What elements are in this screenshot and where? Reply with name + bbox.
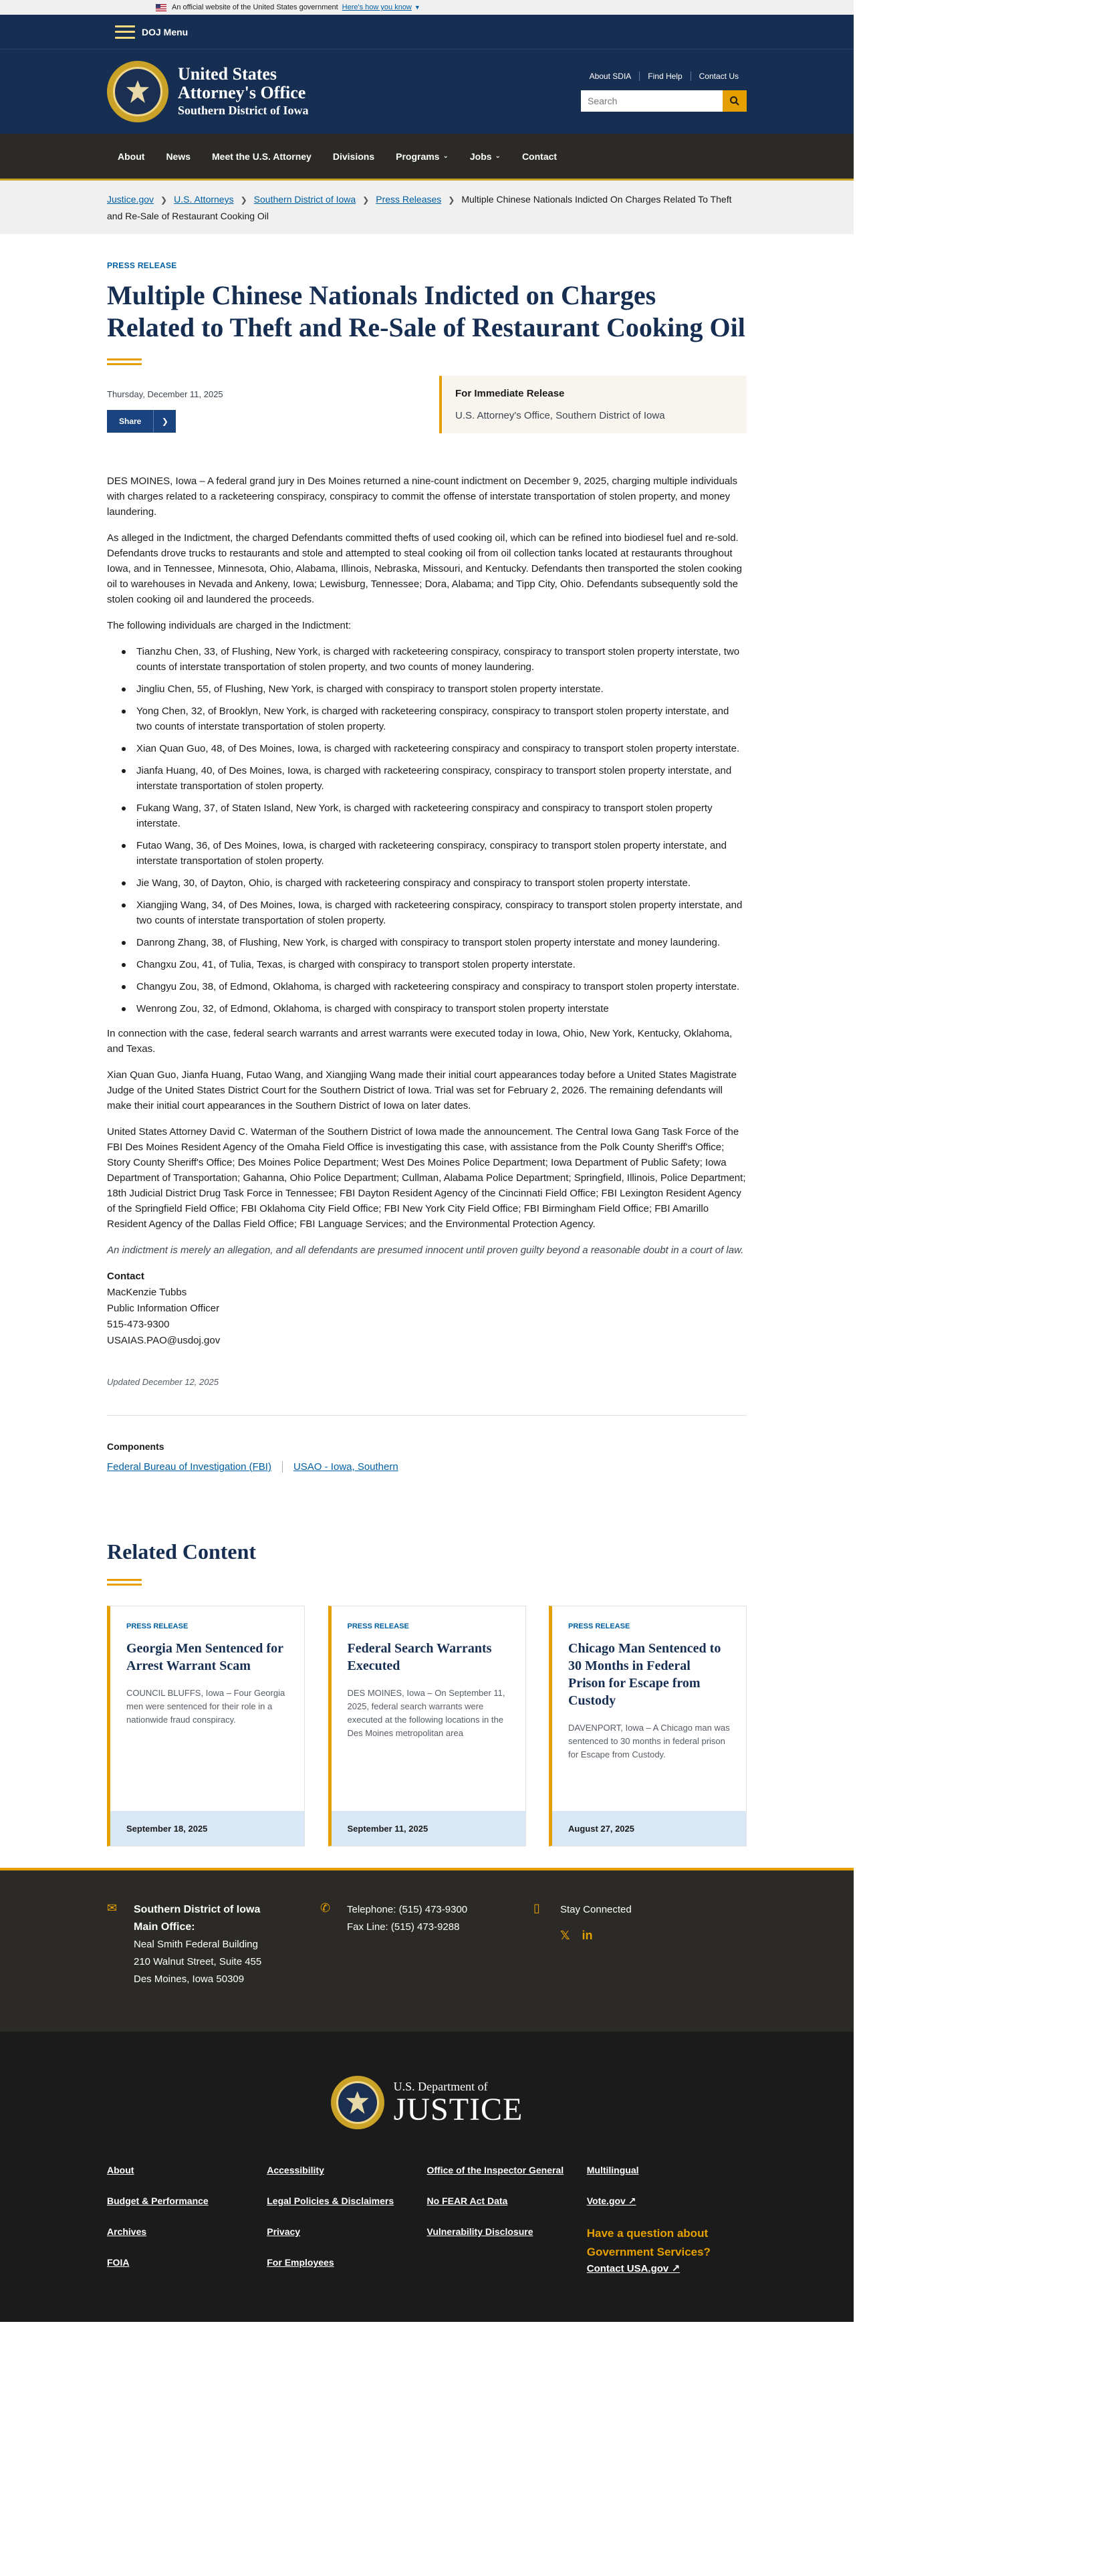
gov-banner-text: An official website of the United States government — [172, 3, 338, 11]
footer-contact — [0, 1868, 854, 2032]
release-info-box — [439, 376, 747, 433]
chevron-right-icon: ❯ — [153, 410, 176, 433]
footer-link-privacy[interactable]: Privacy — [267, 2226, 301, 2237]
breadcrumb — [0, 181, 854, 234]
list-item: Danrong Zhang, 38, of Flushing, New York, is charged with conspiracy to transport stolen property interstate and money laundering. — [122, 935, 747, 950]
nav-item-news[interactable]: News — [166, 150, 191, 162]
mobile-icon: ▯ — [533, 1901, 540, 1915]
search-form — [581, 90, 747, 112]
nav-item-divisions[interactable]: Divisions — [332, 150, 375, 162]
footer-main-office: Main Office: — [134, 1921, 195, 1933]
footer-office-name: Southern District of Iowa — [134, 1904, 261, 1915]
contact-title: Public Information Officer — [107, 1303, 220, 1314]
card-description: DES MOINES, Iowa – On September 11, 2025, federal search warrants were executed at the following locations in the Des Moines metropolitan area — [347, 1688, 505, 1738]
card-title-link[interactable]: Georgia Men Sentenced for Arrest Warrant Scam — [126, 1641, 283, 1673]
chevron-right-icon: ❯ — [240, 195, 247, 205]
us-flag-icon — [156, 4, 166, 11]
doj-menu-button[interactable] — [0, 15, 854, 49]
site-logo-link[interactable] — [107, 61, 309, 122]
footer-link-oig[interactable]: Office of the Inspector General — [426, 2165, 564, 2175]
logo-bottom-text: JUSTICE — [393, 2091, 523, 2127]
disclaimer: An indictment is merely an allegation, and all defendants are presumed innocent until proven guilty beyond a reasonable doubt in a court of law. — [107, 1245, 744, 1256]
footer-link-vulnerability[interactable]: Vulnerability Disclosure — [426, 2226, 533, 2237]
card-title-link[interactable]: Federal Search Warrants Executed — [347, 1641, 492, 1673]
util-link-contact[interactable]: Contact Us — [691, 72, 747, 81]
chevron-down-icon: ⌄ — [443, 152, 449, 160]
title-decoration — [107, 358, 747, 365]
release-office: U.S. Attorney's Office, Southern District of Iowa — [455, 410, 665, 421]
related-cards — [107, 1606, 747, 1846]
question-heading: Have a question about Government Services? — [586, 2227, 711, 2258]
utility-links — [582, 72, 747, 81]
footer-link-foia[interactable]: FOIA — [107, 2257, 130, 2268]
card-date: September 11, 2025 — [332, 1811, 525, 1846]
paragraph: Xian Quan Guo, Jianfa Huang, Futao Wang, and Xiangjing Wang made their initial court appearances today before a United States Magistrate Judge of the United States District Court for the Southern District of Iowa. Trial was set for February 2, 2026. The remaining defendants will make their initial court appearances in the Southern District of Iowa on later dates. — [107, 1069, 737, 1111]
stay-connected-heading: Stay Connected — [560, 1904, 632, 1915]
card-kicker: PRESS RELEASE — [568, 1622, 630, 1630]
related-card[interactable] — [107, 1606, 305, 1846]
contact-phone: 515-473-9300 — [107, 1319, 170, 1330]
title-decoration — [107, 1579, 747, 1586]
search-button[interactable] — [723, 90, 747, 112]
breadcrumb-press-releases[interactable]: Press Releases — [376, 194, 442, 205]
list-item: Futao Wang, 36, of Des Moines, Iowa, is charged with racketeering conspiracy, conspiracy to transport stolen property interstate, and interstate transportation of stolen property. — [122, 838, 747, 869]
footer-address-line: 210 Walnut Street, Suite 455 — [134, 1956, 262, 1967]
doj-seal-icon — [107, 61, 168, 122]
component-link-fbi[interactable]: Federal Bureau of Investigation (FBI) — [107, 1461, 271, 1473]
card-kicker: PRESS RELEASE — [347, 1622, 409, 1630]
card-kicker: PRESS RELEASE — [126, 1622, 189, 1630]
divider — [107, 1415, 747, 1416]
breadcrumb-justice-gov[interactable]: Justice.gov — [107, 194, 154, 205]
logo-top-text: U.S. Department of — [393, 2079, 488, 2093]
paragraph: As alleged in the Indictment, the charged Defendants committed thefts of used cooking oil, which can be refined into biodiesel fuel and re-sold. Defendants drove trucks to restaurants and stole and attempted to steal cooking oil from oil collection tanks located at restaurants throughout Iowa, and in Tennessee, Minnesota, Ohio, Alabama, Illinois, Nebraska, Missouri, and Kentucky. Defendants then transported the stolen cooking oil to warehouses in Nevada and Ankeny, Iowa; Lewisburg, Tennessee; Dora, Alabama; and Tipp City, Ohio. Defendants subsequently sold the stolen cooking oil and laundered the proceeds. — [107, 532, 742, 605]
external-link-icon: ↗ — [628, 2195, 636, 2206]
list-item: Xiangjing Wang, 34, of Des Moines, Iowa, is charged with racketeering conspiracy, conspiracy to transport stolen property interstate, and two counts of interstate transportation of stolen property. — [122, 897, 747, 928]
list-item: Jingliu Chen, 55, of Flushing, New York, is charged with conspiracy to transport stolen property interstate. — [122, 681, 747, 697]
paragraph: United States Attorney David C. Waterman of the Southern District of Iowa made the announcement. The Central Iowa Gang Task Force of the FBI Des Moines Resident Agency of the Omaha Field Office is investigating this case, with assistance from the Polk County Sheriff's Office; Story County Sheriff's Office; Des Moines Police Department; West Des Moines Police Department; Iowa Department of Public Safety; Iowa Department of Transportation; Gahanna, Ohio Police Department; Cullman, Alabama Police Department; Springfield, Illinois, Police Department; 18th Judicial District Drug Task Force in Tennessee; FBI Dayton Resident Agency of the Cincinnati Field Office; FBI Lexington Resident Agency of the Springfield Field Office; FBI Oklahoma City Field Office; FBI New York City Field Office; FBI Birmingham Field Office; FBI Amarillo Resident Agency of the Dallas Field Office; FBI Language Services; and the Environmental Protection Agency. — [107, 1126, 746, 1230]
nav-item-jobs[interactable]: Jobs ⌄ — [469, 150, 501, 162]
footer-link-about[interactable]: About — [107, 2165, 134, 2175]
list-item: Fukang Wang, 37, of Staten Island, New York, is charged with racketeering conspiracy and conspiracy to transport stolen property interstate. — [122, 800, 747, 831]
doj-seal-icon — [331, 2076, 384, 2129]
article — [0, 261, 854, 1846]
gov-banner — [0, 0, 854, 15]
nav-item-programs[interactable]: Programs ⌄ — [396, 150, 449, 162]
breadcrumb-us-attorneys[interactable]: U.S. Attorneys — [174, 194, 234, 205]
footer-link-vote-gov[interactable]: Vote.gov ↗ — [586, 2195, 636, 2206]
divider — [282, 1461, 283, 1473]
chevron-down-icon: ▼ — [414, 4, 420, 11]
doj-footer-logo[interactable] — [0, 2076, 854, 2129]
site-footer — [0, 2032, 854, 2322]
chevron-right-icon: ❯ — [448, 195, 455, 205]
footer-link-archives[interactable]: Archives — [107, 2226, 147, 2237]
breadcrumb-southern-district-iowa[interactable]: Southern District of Iowa — [253, 194, 356, 205]
footer-link-legal[interactable]: Legal Policies & Disclaimers — [267, 2195, 394, 2206]
paragraph: DES MOINES, Iowa – A federal grand jury in Des Moines returned a nine-count indictment on December 9, 2025, charging multiple individuals with charges related to a racketeering conspiracy, conspiracy to commit the offense of interstate transportation of stolen property, and money laundering. — [107, 475, 737, 518]
chevron-right-icon: ❯ — [362, 195, 370, 205]
list-item: Changxu Zou, 41, of Tulia, Texas, is charged with conspiracy to transport stolen property interstate. — [122, 957, 747, 972]
linkedin-icon[interactable]: in — [582, 1929, 593, 1942]
article-date: Thursday, December 11, 2025 — [107, 389, 223, 399]
footer-address-line: Des Moines, Iowa 50309 — [134, 1973, 245, 1985]
article-body — [107, 473, 747, 1258]
contact-email: USAIAS.PAO@usdoj.gov — [107, 1335, 221, 1346]
heres-how-you-know-link[interactable]: Here's how you know — [342, 3, 412, 11]
card-date: August 27, 2025 — [552, 1811, 746, 1846]
card-date: September 18, 2025 — [110, 1811, 304, 1846]
article-kicker: PRESS RELEASE — [107, 261, 177, 270]
site-header — [0, 49, 854, 134]
site-title-line2: Attorney's Office — [178, 83, 306, 103]
article-title: Multiple Chinese Nationals Indicted on Charges Related to Theft and Re-Sale of Restaurant Cooking Oil — [107, 280, 745, 342]
nav-item-contact[interactable]: Contact — [521, 150, 558, 162]
nav-item-about[interactable]: About — [118, 150, 145, 162]
footer-link-budget[interactable]: Budget & Performance — [107, 2195, 209, 2206]
contact-heading: Contact — [107, 1271, 144, 1282]
external-link-icon: ↗ — [671, 2263, 681, 2274]
paragraph: In connection with the case, federal search warrants and arrest warrants were executed today in Iowa, Ohio, New York, Kentucky, Oklahoma, and Texas. — [107, 1028, 733, 1055]
chevron-right-icon: ❯ — [160, 195, 168, 205]
related-card[interactable] — [328, 1606, 526, 1846]
footer-link-employees[interactable]: For Employees — [267, 2257, 334, 2268]
related-card[interactable] — [549, 1606, 747, 1846]
release-heading: For Immediate Release — [455, 388, 565, 399]
related-content-heading: Related Content — [107, 1539, 257, 1564]
components-heading: Components — [107, 1441, 164, 1452]
charged-list — [122, 644, 747, 1016]
nav-item-meet-us-attorney[interactable]: Meet the U.S. Attorney — [212, 150, 312, 162]
search-input[interactable] — [581, 90, 723, 112]
share-label: Share — [119, 417, 142, 426]
footer-link-contact-usa[interactable]: Contact USA.gov ↗ — [586, 2263, 681, 2274]
envelope-icon: ✉ — [107, 1901, 118, 1915]
phone-icon: ✆ — [320, 1901, 331, 1915]
component-link-usao-iowa[interactable]: USAO - Iowa, Southern — [293, 1461, 398, 1473]
list-item: Jie Wang, 30, of Dayton, Ohio, is charged with racketeering conspiracy and conspiracy to transport stolen property interstate. — [122, 875, 747, 891]
breadcrumb-current: Multiple Chinese Nationals Indicted On Charges Related To Theft and Re-Sale of Restaurant Cooking Oil — [107, 194, 732, 221]
footer-link-multilingual[interactable]: Multilingual — [586, 2165, 639, 2175]
footer-address-line: Neal Smith Federal Building — [134, 1939, 258, 1950]
util-link-find-help[interactable]: Find Help — [639, 72, 690, 81]
footer-fax: Fax Line: (515) 473-9288 — [347, 1921, 460, 1933]
site-subtitle: Southern District of Iowa — [178, 103, 309, 117]
site-title-line1: United States — [178, 64, 277, 84]
updated-date: Updated December 12, 2025 — [107, 1377, 219, 1387]
footer-telephone: Telephone: (515) 473-9300 — [347, 1904, 468, 1915]
card-title-link[interactable]: Chicago Man Sentenced to 30 Months in Federal Prison for Escape from Custody — [568, 1641, 721, 1708]
search-icon — [729, 96, 740, 106]
x-twitter-icon[interactable]: 𝕏 — [560, 1929, 570, 1942]
doj-menu-label: DOJ Menu — [142, 26, 189, 37]
chevron-down-icon: ⌄ — [495, 152, 501, 160]
list-item: Wenrong Zou, 32, of Edmond, Oklahoma, is charged with conspiracy to transport stolen property interstate — [122, 1001, 747, 1016]
list-item: Changyu Zou, 38, of Edmond, Oklahoma, is charged with racketeering conspiracy and conspiracy to transport stolen property interstate. — [122, 979, 747, 994]
contact-name: MacKenzie Tubbs — [107, 1287, 187, 1298]
main-nav — [0, 134, 854, 181]
paragraph: The following individuals are charged in the Indictment: — [107, 620, 352, 631]
list-item: Xian Quan Guo, 48, of Des Moines, Iowa, is charged with racketeering conspiracy and conspiracy to transport stolen property interstate. — [122, 741, 747, 756]
card-description: COUNCIL BLUFFS, Iowa – Four Georgia men were sentenced for their role in a nationwide fraud conspiracy. — [126, 1688, 285, 1725]
contact-block — [107, 1269, 747, 1349]
util-link-about[interactable]: About SDIA — [589, 72, 632, 81]
share-button[interactable] — [107, 410, 176, 433]
footer-link-accessibility[interactable]: Accessibility — [267, 2165, 324, 2175]
list-item: Yong Chen, 32, of Brooklyn, New York, is charged with racketeering conspiracy, conspiracy to transport stolen property interstate, and two counts of interstate transportation of stolen property. — [122, 704, 747, 734]
footer-link-no-fear[interactable]: No FEAR Act Data — [426, 2195, 508, 2206]
hamburger-icon — [115, 25, 135, 39]
list-item: Tianzhu Chen, 33, of Flushing, New York, is charged with racketeering conspiracy, conspiracy to transport stolen property interstate, two counts of interstate transportation of stolen property, and two counts of money laundering. — [122, 644, 747, 675]
list-item: Jianfa Huang, 40, of Des Moines, Iowa, is charged with racketeering conspiracy, conspiracy to transport stolen property interstate, and interstate transportation of stolen property. — [122, 763, 747, 794]
card-description: DAVENPORT, Iowa – A Chicago man was sentenced to 30 months in federal prison for Escape from Custody. — [568, 1723, 730, 1759]
